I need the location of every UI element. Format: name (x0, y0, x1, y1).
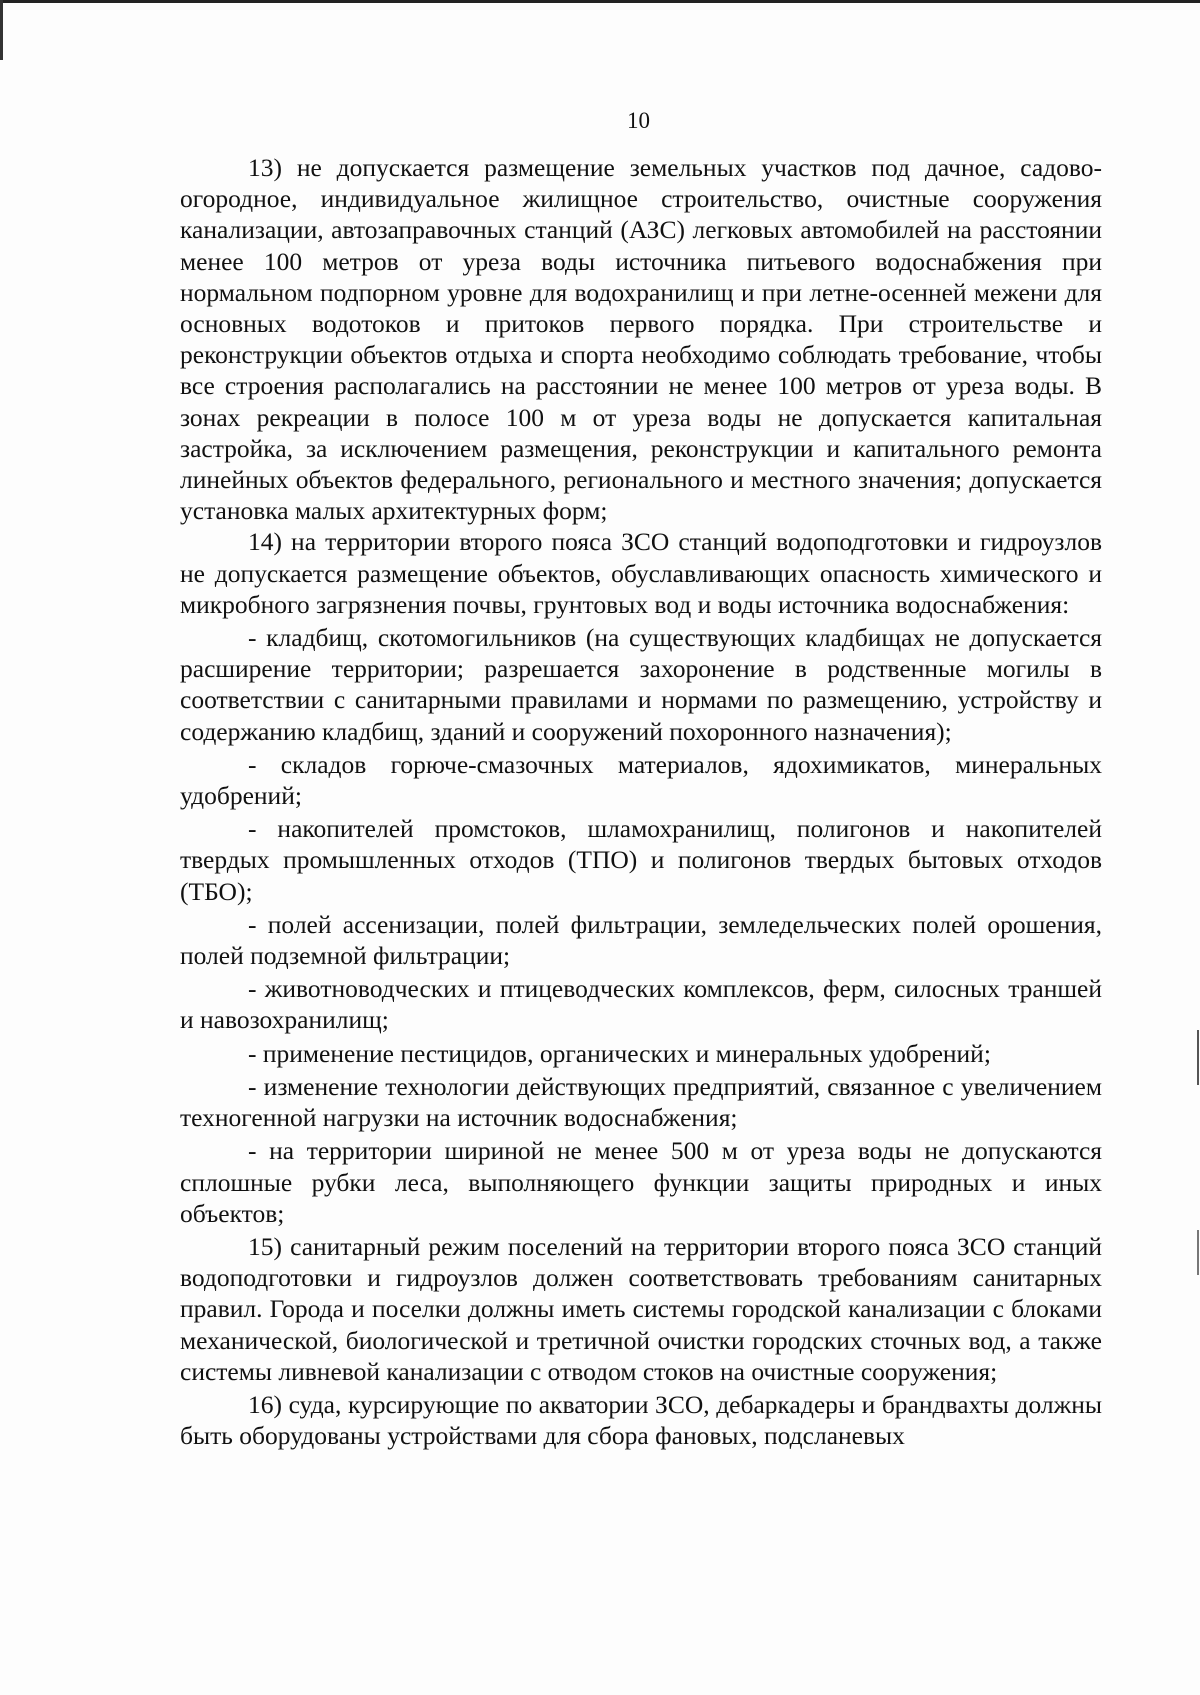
paragraph-14: 14) на территории второго пояса ЗСО станций водоподготовки и гидроузлов не допускается размещение объектов, обуславливающих опасность химического и микробного загрязнения почвы, грунтовых вод и воды источника водоснабжения: (180, 527, 1102, 619)
paragraph-16: 16) суда, курсирующие по акватории ЗСО, дебаркадеры и брандвахты должны быть оборудованы устройствами для сбора фановых, подсланевых (180, 1389, 1102, 1451)
list-item-technology-change: - изменение технологии действующих предприятий, связанное с увеличением техногенной нагрузки на источник водоснабжения; (180, 1071, 1102, 1133)
list-item-pesticides: - применение пестицидов, органических и минеральных удобрений; (248, 1038, 991, 1068)
page-number: 10 (627, 108, 650, 133)
paragraph-13: 13) не допускается размещение земельных участков под дачное, садово-огородное, индивидуальное жилищное строительство, очистные сооружения канализации, автозаправочных станций (АЗС) легковых автомобилей на расстоянии менее 100 метров от уреза воды источника питьевого водоснабжения при нормальном подпорном уровне для водохранилищ и при летне-осенней межени для основных водотоков и притоков первого порядка. При строительстве и реконструкции объектов отдыха и спорта необходимо соблюдать требование, чтобы все строения располагались на расстоянии не менее 100 метров от уреза воды. В зонах рекреации в полосе 100 м от уреза воды не допускается капитальная застройка, за исключением размещения, реконструкции и капитального ремонта линейных объектов федерального, регионального и местного значения; допускается установка малых архитектурных форм; (180, 153, 1102, 526)
list-item-fuel-storage: - складов горюче-смазочных материалов, ядохимикатов, минеральных удобрений; (180, 749, 1102, 811)
scan-mark-right (1197, 1230, 1199, 1275)
list-item-logging: - на территории шириной не менее 500 м от уреза воды не допускаются сплошные рубки леса, выполняющего функции защиты природных и иных объектов; (180, 1136, 1102, 1228)
list-item-cemeteries: - кладбищ, скотомогильников (на существующих кладбищах не допускается расширение территории; разрешается захоронение в родственные могилы в соответствии с санитарными правилами и нормами по размещению, устройству и содержанию кладбищ, зданий и сооружений похоронного назначения); (180, 623, 1102, 746)
paragraph-15: 15) санитарный режим поселений на территории второго пояса ЗСО станций водоподготовки и гидроузлов должен соответствовать требованиям санитарных правил. Города и поселки должны иметь системы городской канализации с блоками механической, биологической и третичной очистки городских сточных вод, а также системы ливневой канализации с отводом стоков на очистные сооружения; (180, 1231, 1102, 1386)
list-item-filtration-fields: - полей ассенизации, полей фильтрации, земледельческих полей орошения, полей подземной фильтрации; (180, 909, 1102, 971)
scan-edge-left (0, 0, 3, 60)
list-item-waste-storage: - накопителей промстоков, шламохранилищ, полигонов и накопителей твердых промышленных отходов (ТПО) и полигонов твердых бытовых отходов (ТБО); (180, 814, 1102, 906)
list-item-livestock-complexes: - животноводческих и птицеводческих комплексов, ферм, силосных траншей и навозохранилищ; (180, 974, 1102, 1035)
scan-mark-right (1197, 1030, 1199, 1085)
scan-edge-top (0, 0, 1200, 3)
document-body (180, 152, 1102, 1451)
